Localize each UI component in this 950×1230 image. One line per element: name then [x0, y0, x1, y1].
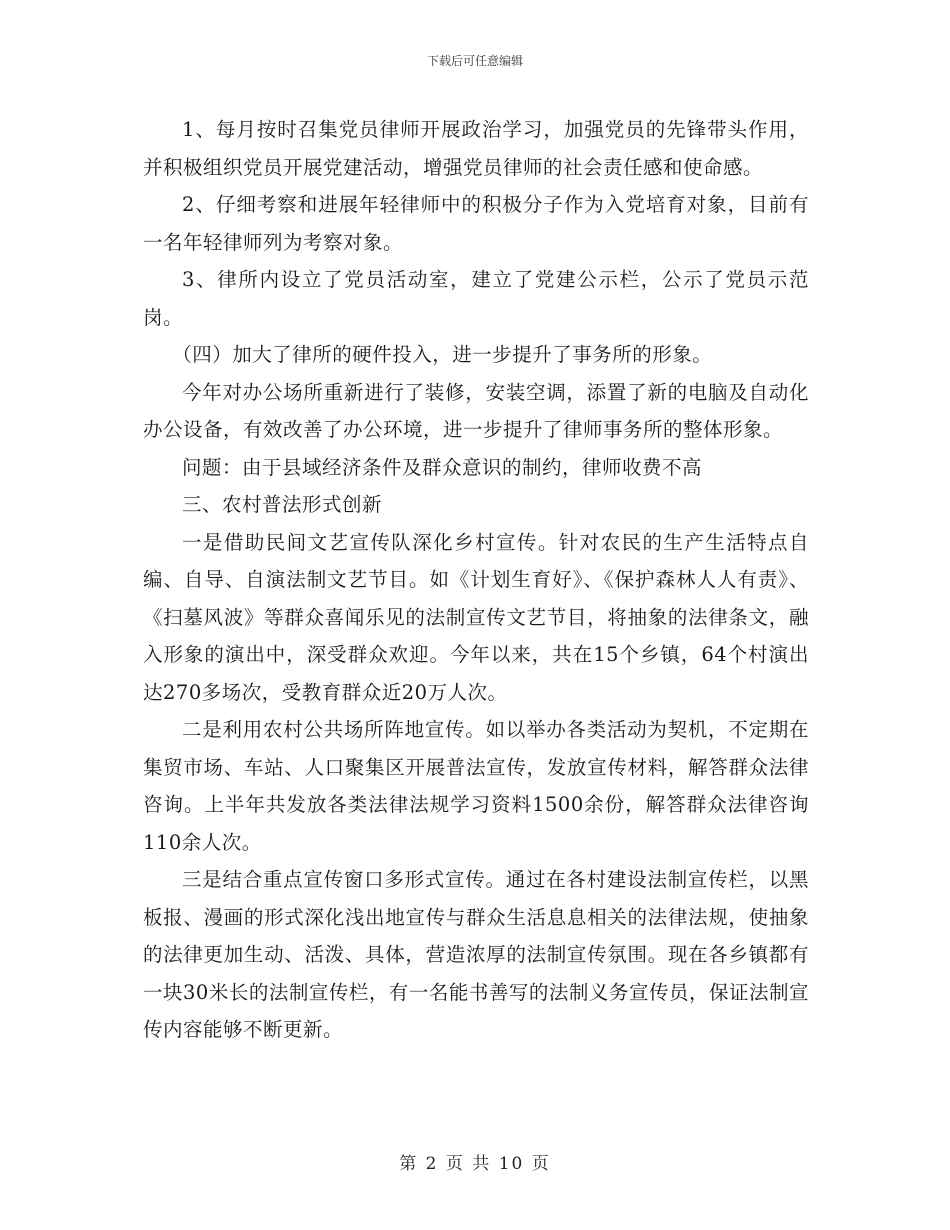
page-number: 第 2 页 共 10 页: [399, 1154, 551, 1174]
page-header-note: 下载后可任意编辑: [426, 54, 523, 68]
paragraph-5: 今年对办公场所重新进行了装修，安装空调，添置了新的电脑及自动化办公设备，有效改善了办公环境，进一步提升了律师事务所的整体形象。: [143, 380, 809, 441]
paragraph-problem: 问题：由于县域经济条件及群众意识的制约，律师收费不高: [182, 455, 703, 479]
section-heading-4: （四）加大了律所的硬件投入，进一步提升了事务所的形象。: [172, 343, 713, 366]
document-body: [143, 111, 809, 1049]
paragraph-1: 1、每月按时召集党员律师开展政治学习，加强党员的先锋带头作用，并积极组织党员开展党建活动，增强党员律师的社会责任感和使命感。: [143, 118, 809, 179]
paragraph-3: 3、律所内设立了党员活动室，建立了党建公示栏，公示了党员示范岗。: [143, 268, 809, 329]
paragraph-first: 一是借助民间文艺宣传队深化乡村宣传。针对农民的生产生活特点自编、自导、自演法制文艺节目。如《计划生育好》、《保护森林人人有责》、《扫墓风波》等群众喜闻乐见的法制宣传文艺节目，将抽象的法律条文，融入形象的演出中，深受群众欢迎。今年以来，共在15个乡镇，64个村演出达270多场次，受教育群众近20万人次。: [143, 530, 809, 704]
paragraph-third: 三是结合重点宣传窗口多形式宣传。通过在各村建设法制宣传栏，以黑板报、漫画的形式深化浅出地宣传与群众生活息息相关的法律法规，使抽象的法律更加生动、活泼、具体，营造浓厚的法制宣传氛围。现在各乡镇都有一块30米长的法制宣传栏，有一名能书善写的法制义务宣传员，保证法制宣传内容能够不断更新。: [143, 868, 809, 1041]
section-heading-3: 三、农村普法形式创新: [182, 493, 383, 516]
paragraph-2: 2、仔细考察和进展年轻律师中的积极分子作为入党培育对象，目前有一名年轻律师列为考察对象。: [143, 193, 809, 254]
paragraph-second: 二是利用农村公共场所阵地宣传。如以举办各类活动为契机，不定期在集贸市场、车站、人口聚集区开展普法宣传，发放宣传材料，解答群众法律咨询。上半年共发放各类法律法规学习资料1500余份，解答群众法律咨询110余人次。: [143, 718, 809, 854]
